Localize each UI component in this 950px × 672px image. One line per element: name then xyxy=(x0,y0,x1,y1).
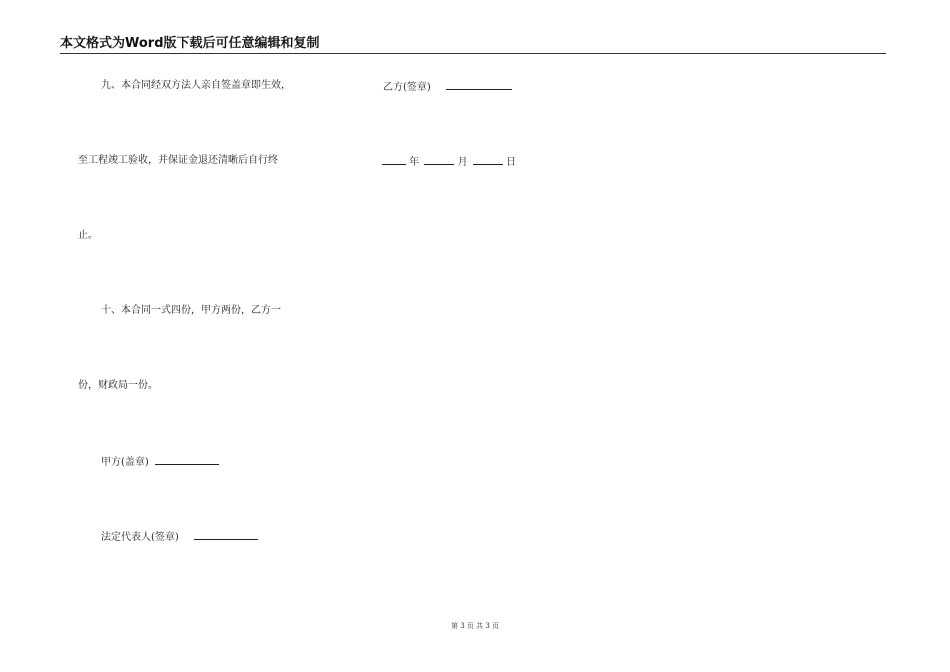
legal-rep-signature-row xyxy=(101,530,258,544)
party-b-signature-row xyxy=(383,80,512,94)
clause-ten-line-2: 份，财政局一份。 xyxy=(78,380,158,391)
party-b-label: 乙方(签章) xyxy=(383,82,431,93)
legal-rep-signature-blank xyxy=(194,530,258,540)
party-a-signature-blank xyxy=(155,455,219,465)
page-number: 第 3 页 共 3 页 xyxy=(450,622,500,630)
party-b-signature-blank xyxy=(446,80,512,90)
day-label: 日 xyxy=(505,157,516,168)
page-header xyxy=(60,36,886,54)
header-title: 本文格式为Word版下载后可任意编辑和复制 xyxy=(60,36,320,51)
day-blank xyxy=(473,155,503,165)
date-row xyxy=(382,155,516,169)
clause-nine-line-1: 九、本合同经双方法人亲自签盖章即生效， xyxy=(101,80,291,91)
year-blank xyxy=(382,155,406,165)
party-a-label: 甲方(盖章) xyxy=(101,457,149,468)
clause-nine-line-3: 止。 xyxy=(78,230,98,241)
month-label: 月 xyxy=(457,157,468,168)
party-a-signature-row xyxy=(101,455,219,469)
legal-rep-label: 法定代表人(签章) xyxy=(101,532,179,543)
clause-ten-line-1: 十、本合同一式四份，甲方两份，乙方一 xyxy=(101,305,281,316)
year-label: 年 xyxy=(409,157,420,168)
month-blank xyxy=(424,155,454,165)
clause-nine-line-2: 至工程竣工验收，并保证金退还清晰后自行终 xyxy=(78,155,278,166)
